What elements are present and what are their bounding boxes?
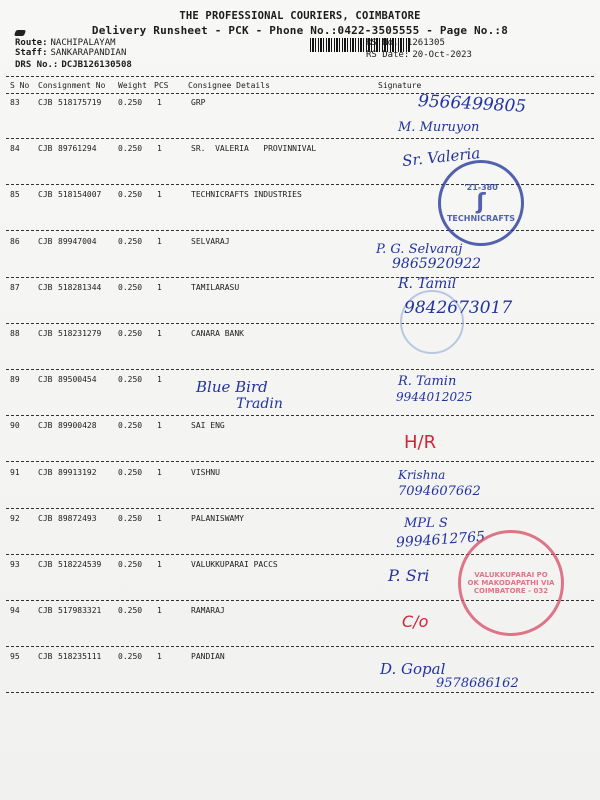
row-consignment-prefix: CJB (38, 329, 53, 338)
runsheet-subtitle: Delivery Runsheet - PCK - Phone No.:0422-3505555 - Page No.:8 (91, 24, 509, 37)
row-consignee: VISHNU (191, 467, 220, 477)
row-divider (6, 646, 594, 647)
row-consignment-number: 89947004 (58, 236, 97, 246)
row-weight: 0.250 (118, 282, 143, 292)
row-consignment-number: 518231279 (58, 329, 102, 338)
row-consignee: TAMILARASU (191, 282, 240, 292)
rs-no-value: 1261305 (406, 38, 445, 48)
row-pcs: 1 (157, 467, 162, 477)
row-consignment-number: 89872493 (58, 513, 97, 523)
row-pcs: 1 (157, 513, 162, 523)
row-consignment-number: 89761294 (58, 144, 97, 154)
row-consignment-prefix: CJB (38, 421, 53, 431)
row-pcs: 1 (157, 190, 162, 200)
row-pcs: 1 (157, 375, 162, 385)
handwritten-name-95: D. Gopal (380, 660, 446, 678)
technicrafts-stamp (438, 160, 524, 246)
row-weight: 0.250 (118, 329, 143, 338)
row-consignment-prefix: CJB (38, 606, 53, 616)
stamp-text: TECHNICRAFTS (446, 214, 516, 223)
row-consignment-prefix: CJB (38, 282, 53, 292)
table-row (0, 468, 600, 514)
row-pcs: 1 (157, 421, 162, 431)
handwritten-name-87: R. Tamil (398, 276, 457, 292)
route-field (15, 38, 116, 48)
row-weight: 0.250 (118, 421, 143, 431)
drs-label: DRS No.: (15, 60, 59, 70)
row-divider (6, 415, 594, 416)
row-consignee: VALUKKUPARAI PACCS (191, 560, 278, 569)
row-consignee: PANDIAN (191, 652, 225, 662)
handwritten-name-92: MPL S (404, 516, 448, 531)
row-weight: 0.250 (118, 190, 143, 200)
rs-no-field (366, 38, 445, 48)
row-pcs: 1 (157, 329, 162, 338)
row-consignee: SR. VALERIA PROVINNIVAL (191, 144, 317, 154)
row-pcs: 1 (157, 560, 162, 569)
handwritten-consignee-89: Blue Bird (196, 378, 268, 396)
row-consignment-prefix: CJB (38, 98, 53, 107)
row-pcs: 1 (157, 236, 162, 246)
row-sno: 95 (10, 652, 20, 662)
row-consignment-prefix: CJB (38, 144, 53, 154)
row-sno: 83 (10, 98, 20, 107)
handwritten-phone-95: 9578686162 (436, 676, 519, 691)
stamp-signature-glyph: ʃ (476, 190, 486, 215)
stamp-line-2: OK MAKODAPATHI VIA (467, 579, 555, 587)
drs-value: DCJB126130508 (61, 60, 132, 70)
row-consignment-number: 518175719 (58, 98, 102, 107)
row-consignee: SAI ENG (191, 421, 225, 431)
row-consignment-prefix: CJB (38, 652, 53, 662)
row-sno: 84 (10, 144, 20, 154)
handwritten-mark-90: H/R (404, 432, 437, 453)
row-weight: 0.250 (118, 513, 143, 523)
handwritten-name-86: P. G. Selvaraj (376, 242, 463, 257)
row-sno: 89 (10, 375, 20, 385)
row-consignment-number: 518235111 (58, 652, 102, 662)
rs-no-label: RS No.: (366, 38, 404, 48)
stamp-line-3: COIMBATORE - 032 (473, 587, 549, 595)
row-consignment-prefix: CJB (38, 513, 53, 523)
row-weight: 0.250 (118, 236, 143, 246)
stamp-line-1: VALUKKUPARAI PO (474, 571, 548, 579)
handwritten-phone-87: 9842673017 (404, 298, 513, 318)
row-consignment-number: 89913192 (58, 467, 97, 477)
staff-label: Staff: (15, 48, 48, 58)
handwritten-phone-91: 7094607662 (398, 484, 481, 499)
row-weight: 0.250 (118, 652, 143, 662)
table-row (0, 329, 600, 375)
row-consignment-prefix: CJB (38, 375, 53, 385)
rs-date-field (366, 50, 472, 60)
col-signature: Signature (378, 81, 422, 90)
row-consignment-prefix: CJB (38, 467, 53, 477)
handwritten-mark-94: C/o (402, 612, 429, 631)
rs-date-label: RS Date: (366, 50, 410, 60)
valukkuparai-stamp (458, 530, 564, 636)
handwritten-name-84: Sr. Valeria (401, 143, 482, 171)
row-weight: 0.250 (118, 144, 143, 154)
row-weight: 0.250 (118, 606, 143, 616)
row-divider (6, 369, 594, 370)
row-sno: 92 (10, 513, 20, 523)
row-consignee: CANARA BANK (191, 329, 244, 338)
handwritten-phone-83: 9566499805 (417, 91, 527, 117)
header-rule-bottom (6, 93, 594, 94)
handwritten-phone-86: 9865920922 (392, 256, 482, 272)
handwritten-name-91: Krishna (398, 468, 446, 482)
staff-field (15, 48, 126, 58)
row-consignee: TECHNICRAFTS INDUSTRIES (191, 190, 302, 200)
row-consignment-number: 518224539 (58, 560, 102, 569)
row-divider (6, 508, 594, 509)
row-pcs: 1 (157, 98, 162, 107)
row-consignment-prefix: CJB (38, 190, 53, 200)
handwritten-consignee-89b: Tradin (236, 396, 283, 412)
handwritten-name-89: R. Tamin (398, 374, 457, 389)
table-row (0, 375, 600, 421)
staff-value: SANKARAPANDIAN (50, 48, 127, 58)
row-sno: 93 (10, 560, 20, 569)
row-consignment-number: 89500454 (58, 375, 97, 385)
col-consignment: Consignment No (38, 81, 106, 90)
row-consignment-number: 518154007 (58, 190, 102, 200)
row-consignee: SELVARAJ (191, 236, 230, 246)
row-weight: 0.250 (118, 560, 143, 569)
row-pcs: 1 (157, 282, 162, 292)
row-sno: 90 (10, 421, 20, 431)
col-consignee: Consignee Details (188, 81, 270, 90)
row-pcs: 1 (157, 652, 162, 662)
row-consignment-number: 517983321 (58, 606, 102, 616)
route-value: NACHIPALAYAM (50, 38, 116, 48)
row-weight: 0.250 (118, 467, 143, 477)
route-label: Route: (15, 38, 48, 48)
stamp-date: '21-380 (464, 183, 498, 192)
company-title: THE PROFESSIONAL COURIERS, COIMBATORE (179, 10, 421, 22)
col-sno: S No (10, 81, 30, 90)
table-row (0, 421, 600, 467)
row-divider (6, 461, 594, 462)
handwritten-phone-89: 9944012025 (396, 390, 473, 404)
row-consignment-prefix: CJB (38, 236, 53, 246)
row-consignee: RAMARAJ (191, 606, 225, 616)
row-sno: 87 (10, 282, 20, 292)
col-weight: Weight (118, 81, 147, 90)
row-pcs: 1 (157, 144, 162, 154)
col-pcs: PCS (154, 81, 169, 90)
row-divider (6, 138, 594, 139)
row-weight: 0.250 (118, 98, 143, 107)
row-consignment-prefix: CJB (38, 560, 53, 569)
row-weight: 0.250 (118, 375, 143, 385)
row-divider (6, 692, 594, 693)
row-pcs: 1 (157, 606, 162, 616)
handwritten-name-93: P. Sri (388, 566, 430, 585)
row-consignee: GRP (191, 98, 206, 107)
drs-field (15, 60, 132, 70)
row-divider (6, 323, 594, 324)
table-row (0, 237, 600, 283)
handwritten-name-83: M. Muruyon (398, 120, 480, 135)
row-consignment-number: 518281344 (58, 282, 102, 292)
row-sno: 91 (10, 467, 20, 477)
row-sno: 88 (10, 329, 20, 338)
row-divider (6, 277, 594, 278)
row-sno: 85 (10, 190, 20, 200)
handwritten-phone-92: 9994612765 (395, 528, 486, 552)
rs-date-value: 20-Oct-2023 (412, 50, 472, 60)
row-consignee: PALANISWAMY (191, 513, 244, 523)
row-consignment-number: 89900428 (58, 421, 97, 431)
header-rule-top (6, 76, 594, 77)
row-sno: 94 (10, 606, 20, 616)
row-sno: 86 (10, 236, 20, 246)
